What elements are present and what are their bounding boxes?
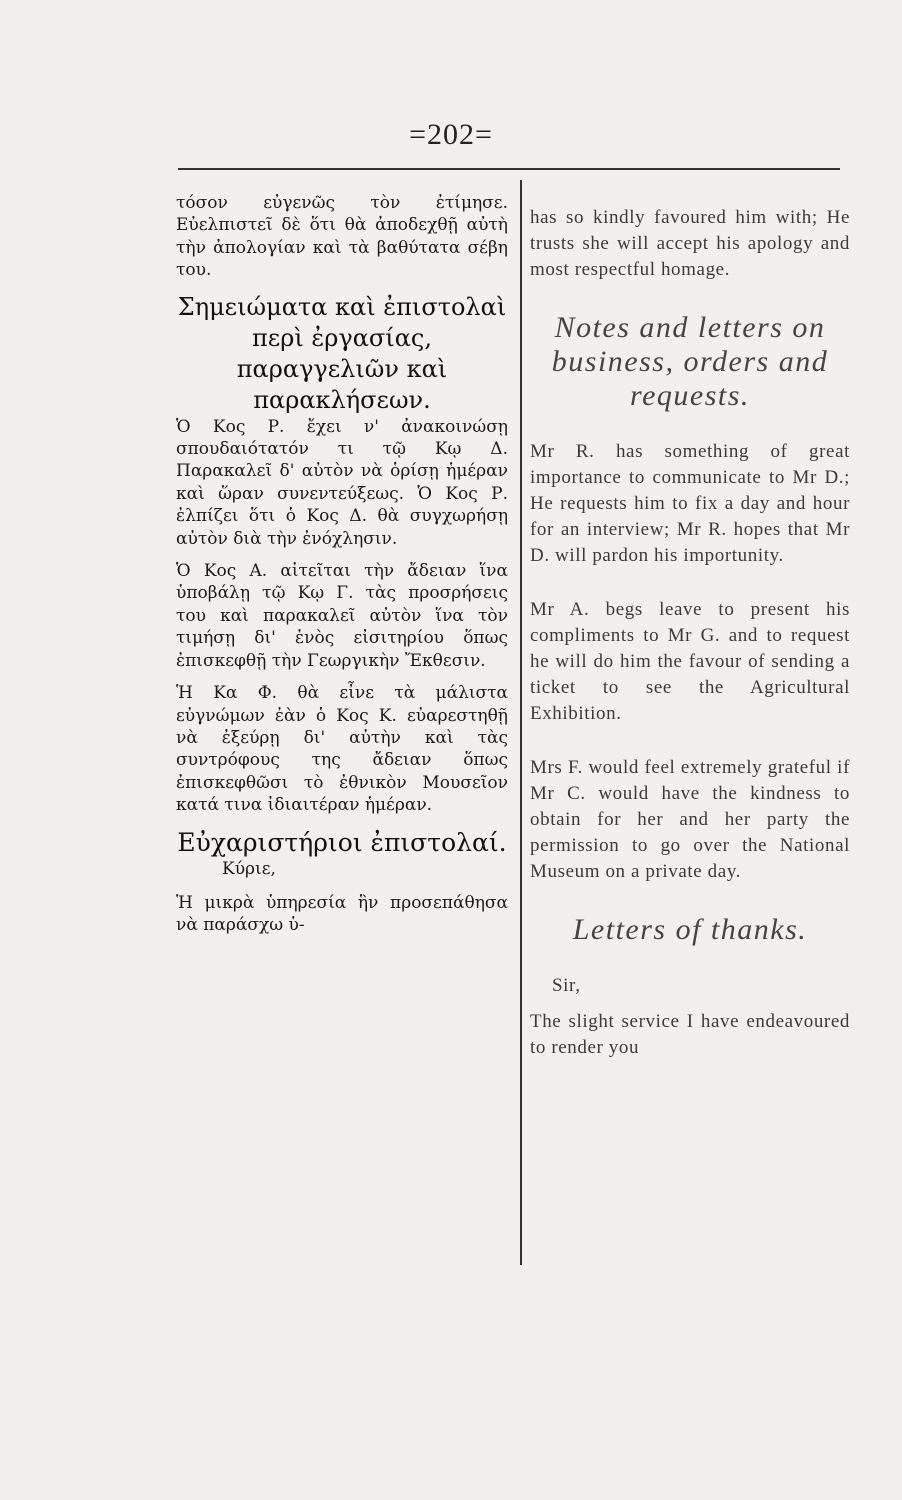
greek-paragraph-service: Ἡ μικρὰ ὑπηρεσία ἣν προσεπάθησα νὰ παράσχω ὑ- <box>176 892 508 936</box>
greek-paragraph-closing: τόσον εὐγενῶς τὸν ἐτίμησε. Εὐελπιστεῖ δὲ ὅτι θὰ ἀποδεχθῇ αὐτὴ τὴν ἀπολογίαν καὶ τὰ βαθύτατα σέβη του. <box>176 193 508 281</box>
english-heading-business-notes: Notes and letters on business, orders and requests. <box>551 311 829 412</box>
greek-salutation: Κύριε, <box>222 858 276 879</box>
english-paragraph-mr-r: Mr R. has something of great importance to communicate to Mr D.; He requests him to fix a day and hour for an interview; Mr R. hopes that Mr D. will pardon his importunity. <box>530 441 850 566</box>
greek-heading-thanks: Εὐχαριστήριοι ἐπιστολαί. <box>177 827 507 857</box>
column-divider <box>520 180 522 1265</box>
header-rule <box>178 168 840 170</box>
greek-paragraph-mr-a: Ὁ Κος Α. αἰτεῖται τὴν ἄδειαν ἵνα ὑποβάλῃ τῷ Κῳ Γ. τὰς προσρήσεις του καὶ παρακαλεῖ αὐτὸν ἵνα τὸν τιμήσῃ δι' ἑνὸς εἰσιτηρίου ὅπως ἐπισκεφθῇ τὴν Γεωργικὴν Ἔκθεσιν. <box>176 561 508 671</box>
english-paragraph-mrs-f: Mrs F. would feel extremely grateful if Mr C. would have the kindness to obtain for her and her party the permission to go over the National Museum on a private day. <box>530 757 850 882</box>
english-salutation: Sir, <box>552 975 581 996</box>
english-column <box>530 205 850 1089</box>
greek-paragraph-mr-r: Ὁ Κος Ρ. ἔχει ν' ἀνακοινώσῃ σπουδαιότατόν τι τῷ Κῳ Δ. Παρακαλεῖ δ' αὐτὸν νὰ ὁρίσῃ ἡμέραν καὶ ὥραν συνεντεύξεως. Ὁ Κος Ρ. ἐλπίζει ὅτι ὁ Κος Δ. θὰ συγχωρήσῃ αὐτὸν διὰ τὴν ἐνόχλησιν. <box>176 416 508 549</box>
english-paragraph-closing: has so kindly favoured him with; He trusts she will accept his apology and most respectful homage. <box>530 207 850 280</box>
greek-column <box>176 192 508 947</box>
english-heading-thanks: Letters of thanks. <box>572 913 808 946</box>
greek-heading-business-notes: Σημειώματα καὶ ἐπιστολαὶ περὶ ἐργασίας, παραγγελιῶν καὶ παρακλήσεων. <box>177 292 507 414</box>
page-number: =202= <box>409 118 493 151</box>
english-paragraph-mr-a: Mr A. begs leave to present his compliments to Mr G. and to request he will do him the favour of sending a ticket to see the Agricultural Exhibition. <box>530 599 850 724</box>
greek-paragraph-mrs-f: Ἡ Κα Φ. θὰ εἶνε τὰ μάλιστα εὐγνώμων ἐὰν ὁ Κος Κ. εὐαρεστηθῇ νὰ ἐξεύρῃ δι' αὐτὴν καὶ τὰς συντρόφους της ἄδειαν ὅπως ἐπισκεφθῶσι τὸ ἐθνικὸν Μουσεῖον κατά τινα ἰδιαιτέραν ἡμέραν. <box>176 683 508 816</box>
english-paragraph-service: The slight service I have endeavoured to render you <box>530 1011 850 1058</box>
